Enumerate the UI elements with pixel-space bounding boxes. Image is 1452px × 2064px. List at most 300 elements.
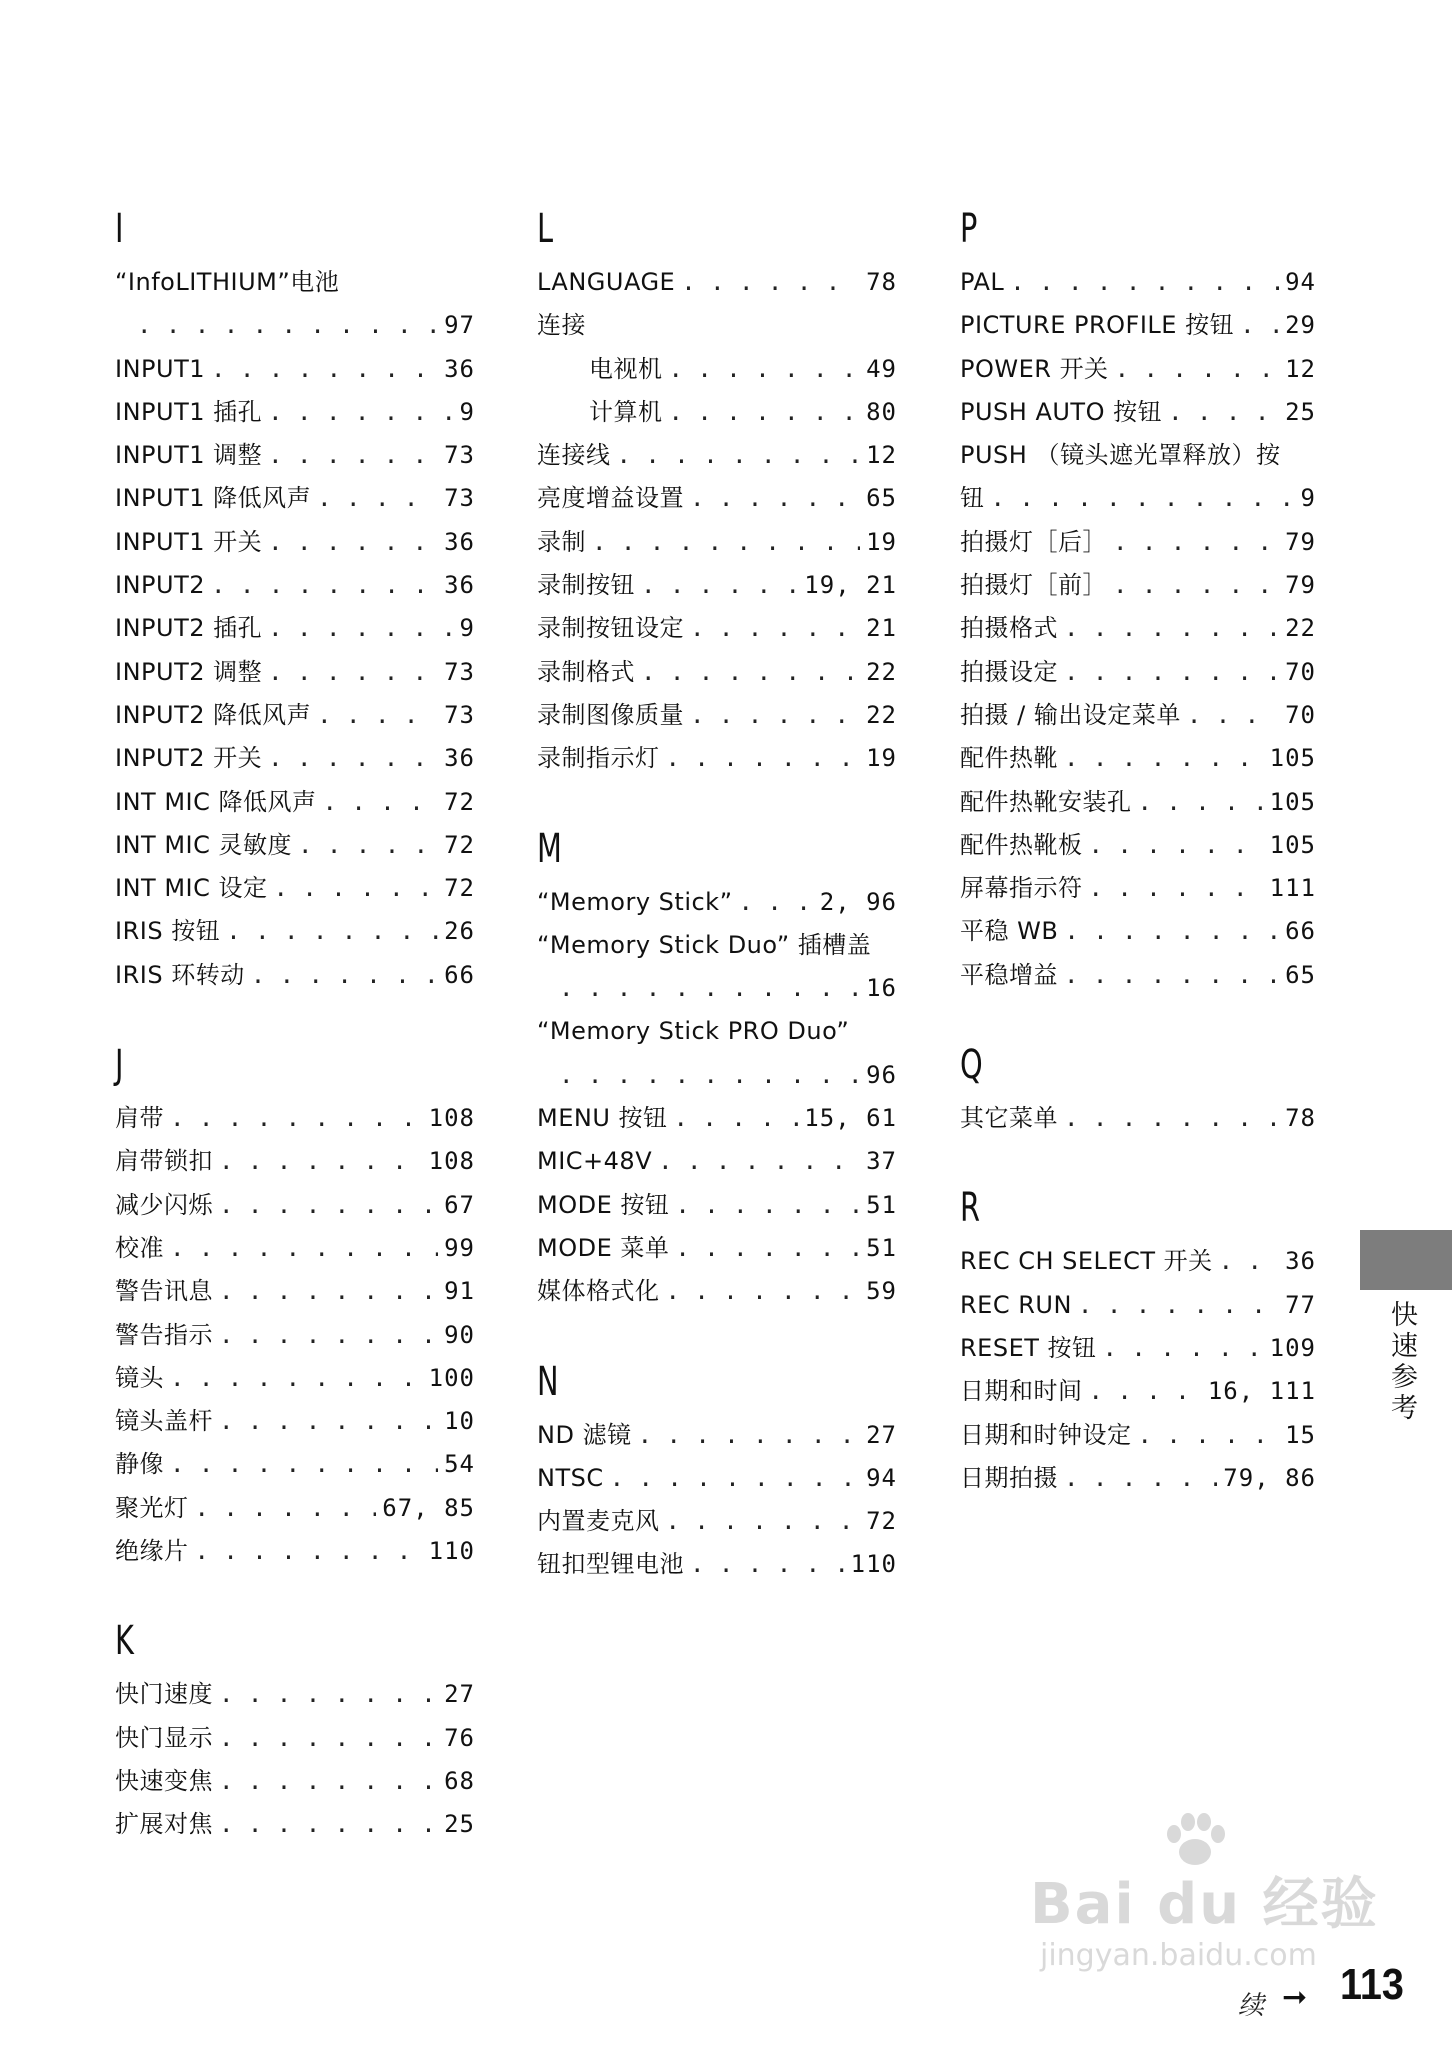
index-letter-heading: L <box>537 206 554 252</box>
index-letter-heading: M <box>537 825 562 872</box>
index-entry <box>537 607 897 650</box>
index-page-ref: 78 <box>866 268 897 296</box>
continued-arrow-icon: ➞ <box>1282 1980 1308 2015</box>
index-entry <box>960 477 1316 520</box>
index-page-ref: 25 <box>1285 397 1316 426</box>
index-entry <box>537 1097 897 1140</box>
index-page-ref: 70 <box>1285 657 1316 686</box>
index-term: 钮 <box>960 484 985 513</box>
index-entry <box>115 261 475 304</box>
index-term: 录制按钮 <box>537 571 635 600</box>
leader-dots <box>1138 1414 1280 1457</box>
index-term: 镜头 <box>115 1363 164 1392</box>
index-page-ref: 36 <box>444 527 475 556</box>
index-entry <box>115 1314 475 1357</box>
index-page-ref: 73 <box>444 700 475 729</box>
index-term: MENU 按钮 <box>537 1104 668 1133</box>
index-page-ref: 73 <box>444 441 475 470</box>
index-column-3 <box>960 205 1316 1544</box>
index-page-ref: 80 <box>866 397 897 426</box>
leader-dots <box>1089 867 1264 910</box>
index-page-ref: 22 <box>1285 614 1316 643</box>
index-page-ref: 25 <box>444 1810 475 1839</box>
leader-dots <box>669 391 861 434</box>
index-term: IRIS 按钮 <box>115 917 221 946</box>
index-page-ref: 99 <box>444 1233 475 1262</box>
index-term: INPUT1 开关 <box>115 527 263 556</box>
index-page-ref: 108 <box>428 1147 475 1176</box>
index-term: 录制图像质量 <box>537 700 684 729</box>
index-entry <box>115 1097 475 1140</box>
index-section <box>960 1041 1316 1140</box>
index-page-ref: 16, 111 <box>1207 1377 1316 1406</box>
index-letter-heading: I <box>115 206 124 252</box>
index-page-ref: 110 <box>428 1537 475 1566</box>
leader-dots <box>690 1543 845 1586</box>
index-entry <box>115 694 475 737</box>
index-page-ref: 105 <box>1269 744 1316 773</box>
leader-dots <box>559 1054 860 1097</box>
index-term: INPUT2 <box>115 571 205 600</box>
index-term: 其它菜单 <box>960 1104 1058 1133</box>
index-term: 配件热靴安装孔 <box>960 787 1132 816</box>
index-entry <box>960 910 1316 953</box>
index-page-ref: 66 <box>1285 917 1316 946</box>
index-section <box>537 825 897 1314</box>
index-page-ref: 9 <box>459 614 475 643</box>
index-term: INPUT1 <box>115 354 205 383</box>
index-term: RESET 按钮 <box>960 1333 1097 1362</box>
index-term: POWER 开关 <box>960 354 1109 383</box>
index-entry <box>537 924 897 967</box>
index-page-ref: 16 <box>866 974 897 1003</box>
index-entry <box>960 1240 1316 1283</box>
index-term: “Memory Stick” <box>537 887 733 916</box>
index-entry <box>960 348 1316 391</box>
index-letter-heading: N <box>537 1358 559 1405</box>
leader-dots <box>298 824 438 867</box>
index-entry <box>960 434 1316 477</box>
index-page-ref: 72 <box>444 830 475 859</box>
index-term: 媒体格式化 <box>537 1277 660 1306</box>
index-page-ref: 94 <box>866 1463 897 1492</box>
index-entry <box>115 1270 475 1313</box>
index-entry <box>115 1227 475 1270</box>
index-term: INPUT1 插孔 <box>115 397 263 426</box>
continued-label: 续 <box>1238 1991 1265 2021</box>
index-term: PUSH AUTO 按钮 <box>960 397 1163 426</box>
index-term: 日期和时间 <box>960 1377 1083 1406</box>
index-page-ref: 73 <box>444 484 475 513</box>
leader-dots <box>268 607 453 650</box>
index-term: REC CH SELECT 开关 <box>960 1247 1213 1276</box>
index-term: 电视机 <box>589 354 663 383</box>
index-term: PUSH （镜头遮光罩释放）按 <box>960 441 1281 470</box>
index-page-ref: 29 <box>1285 311 1316 340</box>
index-term: INPUT1 调整 <box>115 441 263 470</box>
index-term: LANGUAGE <box>537 268 676 296</box>
index-page-ref: 51 <box>866 1190 897 1219</box>
index-page-ref: 110 <box>850 1550 897 1579</box>
index-letter-heading: Q <box>960 1042 983 1089</box>
leader-dots <box>195 1487 377 1530</box>
index-term: 拍摄灯［后］ <box>960 527 1107 556</box>
index-entry <box>537 348 897 391</box>
index-entry <box>115 781 475 824</box>
index-page-ref: 36 <box>444 744 475 773</box>
index-term: ND 滤镜 <box>537 1420 632 1449</box>
index-entry <box>960 564 1316 607</box>
index-entry <box>115 1530 475 1573</box>
index-page-ref: 27 <box>866 1420 897 1449</box>
index-term: INPUT2 开关 <box>115 744 263 773</box>
index-entry <box>960 1284 1316 1327</box>
leader-dots <box>219 1184 438 1227</box>
index-entry <box>537 564 897 607</box>
leader-dots <box>1064 737 1264 780</box>
index-term: 日期拍摄 <box>960 1463 1058 1492</box>
leader-dots <box>1240 304 1279 347</box>
index-page-ref: 19 <box>866 744 897 773</box>
index-entry <box>115 564 475 607</box>
index-entry <box>115 1184 475 1227</box>
leader-dots <box>1113 521 1279 564</box>
index-entry <box>537 1270 897 1313</box>
index-page-ref: 21 <box>866 614 897 643</box>
leader-dots <box>219 1400 438 1443</box>
leader-dots <box>739 881 814 924</box>
index-page-ref: 100 <box>428 1363 475 1392</box>
leader-dots <box>323 781 439 824</box>
index-entry <box>115 1140 475 1183</box>
leader-dots <box>1064 651 1279 694</box>
index-section <box>960 205 1316 997</box>
index-page-ref: 36 <box>444 571 475 600</box>
index-page-ref: 79, 86 <box>1223 1463 1316 1492</box>
leader-dots <box>317 477 438 520</box>
index-term: 静像 <box>115 1450 164 1479</box>
index-page-ref: 91 <box>444 1277 475 1306</box>
leader-dots <box>675 1227 860 1270</box>
leader-dots <box>1089 824 1264 867</box>
index-page-ref: 70 <box>1285 700 1316 729</box>
index-entry <box>537 1500 897 1543</box>
index-page-ref: 66 <box>444 960 475 989</box>
index-term: PICTURE PROFILE 按钮 <box>960 311 1235 340</box>
index-entry <box>115 391 475 434</box>
leader-dots <box>610 1457 860 1500</box>
index-letter-heading: J <box>115 1042 124 1089</box>
index-page-ref: 68 <box>444 1766 475 1795</box>
index-term: 配件热靴 <box>960 744 1058 773</box>
index-term: 亮度增益设置 <box>537 484 684 513</box>
index-page-ref: 65 <box>1285 960 1316 989</box>
index-term: 绝缘片 <box>115 1537 189 1566</box>
index-entry <box>537 521 897 564</box>
index-page-ref: 105 <box>1269 830 1316 859</box>
leader-dots <box>641 651 860 694</box>
leader-dots <box>170 1227 438 1270</box>
index-term: PAL <box>960 268 1005 296</box>
index-page-ref: 109 <box>1269 1333 1316 1362</box>
index-page-ref: 15, 61 <box>804 1104 897 1133</box>
index-entry <box>115 1803 475 1846</box>
watermark <box>1030 1840 1390 1980</box>
index-term: 警告讯息 <box>115 1277 213 1306</box>
index-letter-heading: R <box>960 1185 981 1232</box>
leader-dots <box>592 521 860 564</box>
index-page-ref: 65 <box>866 484 897 513</box>
index-entry <box>960 1370 1316 1413</box>
index-entry <box>960 304 1316 347</box>
index-entry <box>115 1487 475 1530</box>
index-entry <box>537 1457 897 1500</box>
leader-dots <box>690 694 860 737</box>
index-term: INPUT1 降低风声 <box>115 484 312 513</box>
index-entry <box>115 521 475 564</box>
index-entry <box>960 521 1316 564</box>
index-entry <box>115 1717 475 1760</box>
index-entry <box>115 651 475 694</box>
index-entry <box>115 304 475 347</box>
index-page-ref: 90 <box>444 1320 475 1349</box>
index-page-ref: 111 <box>1269 874 1316 903</box>
leader-dots <box>1219 1240 1279 1283</box>
leader-dots <box>211 564 438 607</box>
watermark-url: jingyan.baidu.com <box>1040 1938 1317 1973</box>
index-term: 拍摄灯［前］ <box>960 571 1107 600</box>
index-page-ref: 10 <box>444 1407 475 1436</box>
index-entry <box>960 607 1316 650</box>
index-letter-heading: P <box>960 206 978 252</box>
index-page-ref: 78 <box>1285 1104 1316 1133</box>
index-entry <box>960 781 1316 824</box>
index-term: REC RUN <box>960 1290 1072 1319</box>
index-page-ref: 67, 85 <box>382 1493 475 1522</box>
index-term: 减少闪烁 <box>115 1190 213 1219</box>
index-term: 聚光灯 <box>115 1493 189 1522</box>
index-term: 钮扣型锂电池 <box>537 1550 684 1579</box>
leader-dots <box>666 1500 861 1543</box>
leader-dots <box>219 1314 438 1357</box>
index-term: 录制按钮设定 <box>537 614 684 643</box>
leader-dots <box>681 261 860 304</box>
leader-dots <box>251 954 438 997</box>
index-entry <box>960 1327 1316 1370</box>
leader-dots <box>219 1140 423 1183</box>
index-entry <box>537 737 897 780</box>
index-page-ref: 37 <box>866 1147 897 1176</box>
index-column-1 <box>115 205 475 1891</box>
leader-dots <box>1010 261 1279 304</box>
index-term: IRIS 环转动 <box>115 960 245 989</box>
index-term: 连接线 <box>537 441 611 470</box>
index-entry <box>537 1227 897 1270</box>
index-page-ref: 72 <box>866 1507 897 1536</box>
index-entry <box>115 1443 475 1486</box>
index-section <box>960 1184 1316 1500</box>
index-section <box>537 1358 897 1587</box>
index-page-ref: 36 <box>1285 1247 1316 1276</box>
leader-dots <box>268 391 453 434</box>
index-entry <box>115 434 475 477</box>
index-term: 录制指示灯 <box>537 744 660 773</box>
index-entry <box>537 434 897 477</box>
index-entry <box>960 1097 1316 1140</box>
leader-dots <box>674 1097 799 1140</box>
index-term: 计算机 <box>589 397 663 426</box>
index-page-ref: 15 <box>1285 1420 1316 1449</box>
leader-dots <box>666 1270 861 1313</box>
index-page-ref: 72 <box>444 787 475 816</box>
leader-dots <box>1064 910 1279 953</box>
leader-dots <box>1064 954 1279 997</box>
index-page-ref: 26 <box>444 917 475 946</box>
leader-dots <box>690 607 860 650</box>
index-entry <box>960 1457 1316 1500</box>
leader-dots <box>274 867 439 910</box>
section-tab-label: 快速参考 <box>1386 1300 1417 1424</box>
index-entry <box>537 1140 897 1183</box>
leader-dots <box>170 1357 423 1400</box>
index-term: 校准 <box>115 1233 164 1262</box>
index-page-ref: 49 <box>866 354 897 383</box>
leader-dots <box>268 737 438 780</box>
leader-dots <box>1138 781 1264 824</box>
index-term: 拍摄格式 <box>960 614 1058 643</box>
leader-dots <box>268 521 438 564</box>
index-entry <box>960 737 1316 780</box>
index-page-ref: 22 <box>866 657 897 686</box>
leader-dots <box>1168 391 1279 434</box>
index-entry <box>537 651 897 694</box>
leader-dots <box>641 564 798 607</box>
index-term: 警告指示 <box>115 1320 213 1349</box>
index-term: INT MIC 灵敏度 <box>115 830 292 859</box>
index-page-ref: 108 <box>428 1104 475 1133</box>
index-term: “InfoLITHIUM”电池 <box>115 268 340 296</box>
leader-dots <box>268 434 438 477</box>
leader-dots <box>1089 1370 1202 1413</box>
index-entry <box>537 1010 897 1053</box>
leader-dots <box>638 1414 861 1457</box>
leader-dots <box>268 651 438 694</box>
index-page-ref: 96 <box>866 1060 897 1089</box>
index-term: INT MIC 降低风声 <box>115 787 317 816</box>
index-term: 扩展对焦 <box>115 1810 213 1839</box>
leader-dots <box>1115 348 1280 391</box>
index-entry <box>115 737 475 780</box>
index-term: 肩带 <box>115 1104 164 1133</box>
index-term: INPUT2 降低风声 <box>115 700 312 729</box>
index-entry <box>537 967 897 1010</box>
leader-dots <box>170 1443 438 1486</box>
index-entry <box>115 348 475 391</box>
index-term: 拍摄 / 输出设定菜单 <box>960 700 1181 729</box>
index-entry <box>537 1414 897 1457</box>
leader-dots <box>195 1530 423 1573</box>
index-page-ref: 79 <box>1285 571 1316 600</box>
index-page-ref: 19, 21 <box>804 571 897 600</box>
index-entry <box>537 1184 897 1227</box>
index-term: 镜头盖杆 <box>115 1407 213 1436</box>
index-term: 屏幕指示符 <box>960 874 1083 903</box>
leader-dots <box>219 1270 438 1313</box>
index-entry <box>960 651 1316 694</box>
index-term: 录制格式 <box>537 657 635 686</box>
leader-dots <box>1113 564 1279 607</box>
leader-dots <box>666 737 861 780</box>
leader-dots <box>669 348 861 391</box>
index-page-ref: 94 <box>1285 268 1316 296</box>
leader-dots <box>658 1140 860 1183</box>
index-term: INPUT2 调整 <box>115 657 263 686</box>
index-section <box>537 205 897 781</box>
index-term: NTSC <box>537 1463 604 1492</box>
index-term: 录制 <box>537 527 586 556</box>
index-page-ref: 12 <box>866 441 897 470</box>
leader-dots <box>690 477 860 520</box>
leader-dots <box>211 348 438 391</box>
leader-dots <box>219 1673 438 1716</box>
index-section <box>115 205 475 997</box>
index-term: “Memory Stick Duo” 插槽盖 <box>537 930 872 959</box>
index-entry <box>960 391 1316 434</box>
index-page-ref: 9 <box>1300 484 1316 513</box>
index-term: MODE 菜单 <box>537 1233 670 1262</box>
index-page-ref: 79 <box>1285 527 1316 556</box>
index-entry <box>115 1760 475 1803</box>
index-term: 连接 <box>537 311 586 340</box>
leader-dots <box>219 1717 438 1760</box>
index-page-ref: 73 <box>444 657 475 686</box>
index-entry <box>115 824 475 867</box>
leader-dots <box>1187 694 1279 737</box>
index-entry <box>115 1400 475 1443</box>
index-term: 拍摄设定 <box>960 657 1058 686</box>
leader-dots <box>991 477 1295 520</box>
index-entry <box>115 954 475 997</box>
index-term: 平稳 WB <box>960 917 1059 946</box>
index-term: 快速变焦 <box>115 1766 213 1795</box>
index-term: 平稳增益 <box>960 960 1058 989</box>
index-entry <box>537 881 897 924</box>
index-entry <box>537 1543 897 1586</box>
index-page-ref: 36 <box>444 354 475 383</box>
leader-dots <box>219 1803 438 1846</box>
leader-dots <box>1103 1327 1264 1370</box>
index-term: 配件热靴板 <box>960 830 1083 859</box>
index-page-ref: 77 <box>1285 1290 1316 1319</box>
leader-dots <box>617 434 861 477</box>
index-entry <box>537 694 897 737</box>
index-page-ref: 72 <box>444 874 475 903</box>
index-page-ref: 12 <box>1285 354 1316 383</box>
index-page-ref: 97 <box>444 311 475 340</box>
leader-dots <box>1064 1097 1279 1140</box>
index-page-ref: 67 <box>444 1190 475 1219</box>
index-entry <box>115 867 475 910</box>
index-letter-heading: K <box>115 1618 134 1665</box>
section-tab-marker <box>1360 1230 1452 1290</box>
index-term: 内置麦克风 <box>537 1507 660 1536</box>
index-term: 快门速度 <box>115 1680 213 1709</box>
leader-dots <box>317 694 438 737</box>
index-entry <box>537 261 897 304</box>
index-term: MIC+48V <box>537 1147 653 1176</box>
leader-dots <box>1078 1284 1279 1327</box>
index-page-ref: 2, 96 <box>819 887 897 916</box>
